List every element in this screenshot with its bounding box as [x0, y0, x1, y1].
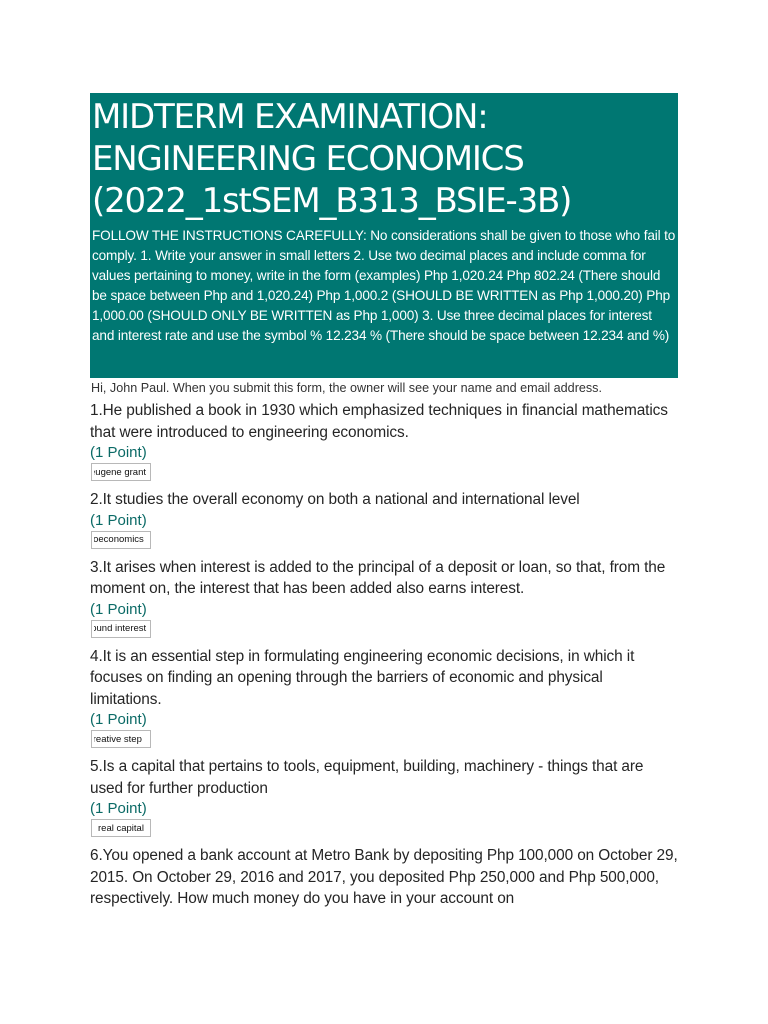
form-title: MIDTERM EXAMINATION: ENGINEERING ECONOMICS (2022_1stSEM_B313_BSIE-3B)	[92, 97, 572, 221]
question-points: (1 Point)	[90, 511, 147, 529]
question-points: (1 Point)	[90, 444, 147, 461]
question-5	[90, 756, 678, 837]
submission-notice: Hi, John Paul. When you submit this form, the owner will see your name and email address.	[91, 381, 602, 395]
question-text: 6.You opened a bank account at Metro Bank by depositing Php 100,000 on October 29, 2015. On October 29, 2016 and 2017, you deposited Php 250,000 and Php 500,000, respectively. How much money do you have in your account on	[90, 847, 678, 907]
question-points: (1 Point)	[90, 711, 147, 728]
question-2	[90, 489, 678, 549]
question-text: 3.It arises when interest is added to the principal of a deposit or loan, so that, from the moment on, the interest that has been added also earns interest.	[90, 558, 666, 597]
question-4	[90, 646, 678, 749]
question-text: 2.It studies the overall economy on both a national and international level	[90, 491, 580, 508]
answer-input[interactable]	[91, 620, 151, 638]
form-header	[90, 93, 678, 378]
question-3	[90, 557, 678, 638]
answer-input[interactable]	[91, 463, 151, 481]
question-6	[90, 845, 678, 910]
question-text: 1.He published a book in 1930 which emphasized techniques in financial mathematics that were introduced to engineering economics.	[90, 402, 668, 441]
question-text: 5.Is a capital that pertains to tools, equipment, building, machinery - things that are used for further production	[90, 758, 644, 797]
question-text: 4.It is an essential step in formulating engineering economic decisions, in which it focuses on finding an opening through the barriers of economic and physical limitations.	[90, 647, 635, 708]
question-points: (1 Point)	[90, 800, 147, 817]
answer-input[interactable]	[91, 531, 151, 549]
question-1	[90, 400, 678, 481]
form-instructions: FOLLOW THE INSTRUCTIONS CAREFULLY: No considerations shall be given to those who fail to comply. 1. Write your answer in small letters 2. Use two decimal places and include comma for values pertaining to money, write in the form (examples) Php 1,020.24 Php 802.24 (There should be space between Php and 1,020.24) Php 1,000.2 (SHOULD BE WRITTEN as Php 1,000.20) Php 1,000.00 (SHOULD ONLY BE WRITTEN as Php 1,000) 3. Use three decimal places for interest and interest rate and use the symbol % 12.234 % (There should be space between 12.234 and %)	[92, 228, 676, 343]
answer-input[interactable]	[91, 819, 151, 837]
question-points: (1 Point)	[90, 600, 147, 618]
form-page	[90, 93, 678, 910]
answer-input[interactable]	[91, 730, 151, 748]
